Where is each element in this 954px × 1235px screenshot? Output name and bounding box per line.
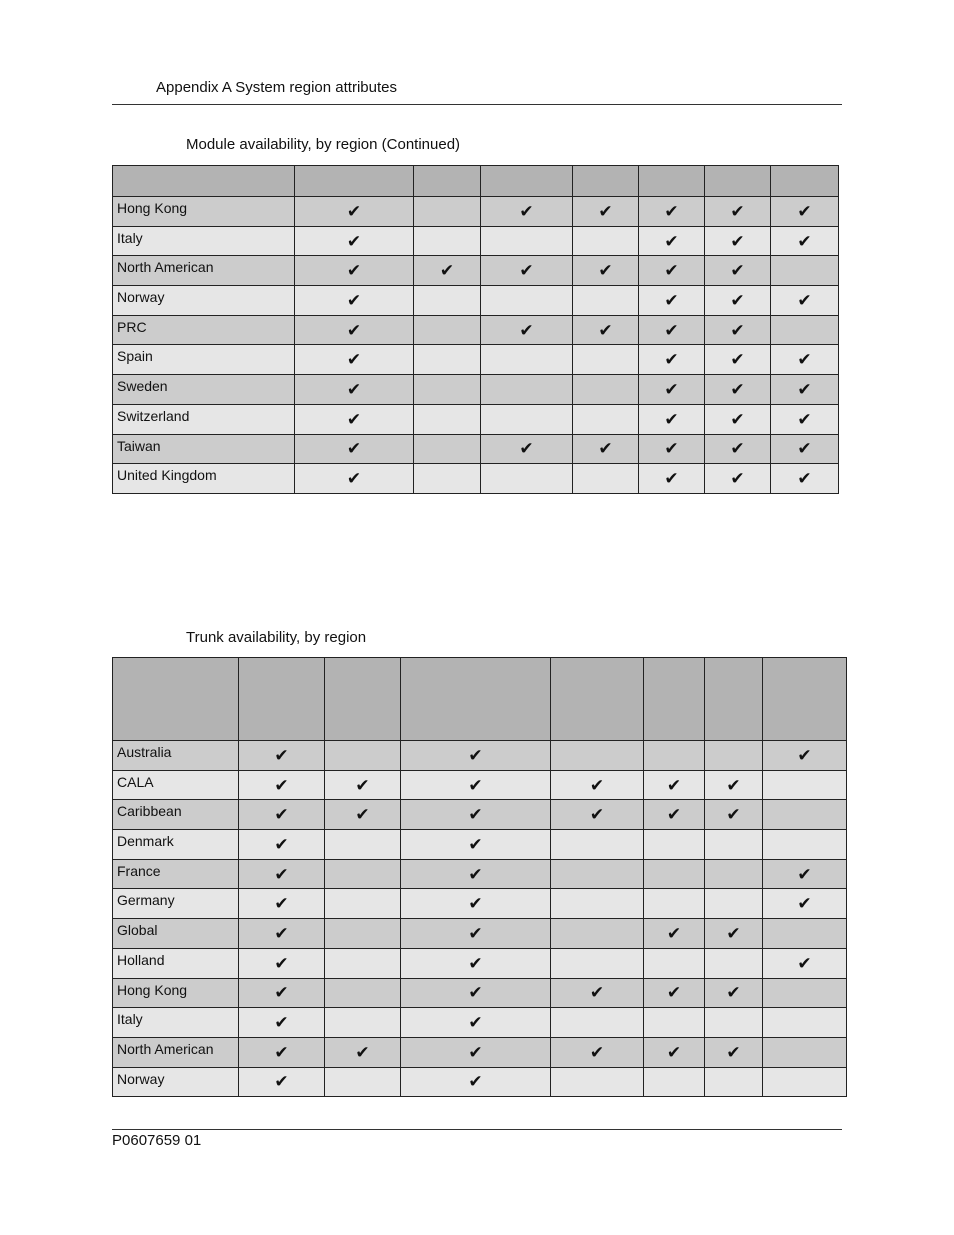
- checkmark-icon: ✔: [639, 226, 705, 256]
- table-row: [113, 830, 847, 860]
- empty-cell: [763, 919, 847, 949]
- page-header: Appendix A System region attributes: [156, 79, 397, 96]
- trunk-table-caption: Trunk availability, by region: [186, 629, 367, 646]
- table-row: [113, 315, 839, 345]
- checkmark-icon: ✔: [763, 859, 847, 889]
- checkmark-icon: ✔: [295, 404, 414, 434]
- checkmark-icon: ✔: [705, 800, 763, 830]
- checkmark-icon: ✔: [639, 464, 705, 494]
- module-table-caption: Module availability, by region (Continued): [186, 136, 461, 153]
- checkmark-icon: ✔: [295, 197, 414, 227]
- empty-cell: [573, 404, 639, 434]
- checkmark-icon: ✔: [639, 197, 705, 227]
- empty-cell: [481, 464, 573, 494]
- empty-cell: [644, 948, 705, 978]
- empty-cell: [705, 859, 763, 889]
- table-row: [113, 1008, 847, 1038]
- empty-cell: [644, 1067, 705, 1097]
- checkmark-icon: ✔: [481, 256, 573, 286]
- checkmark-icon: ✔: [705, 464, 771, 494]
- empty-cell: [573, 375, 639, 405]
- region-name: Sweden: [113, 375, 295, 405]
- checkmark-icon: ✔: [239, 770, 325, 800]
- empty-cell: [325, 741, 401, 771]
- header-cell: [325, 658, 401, 741]
- header-rule: [112, 104, 842, 105]
- region-name: Norway: [113, 1067, 239, 1097]
- table-row: [113, 286, 839, 316]
- header-cell: [295, 166, 414, 197]
- checkmark-icon: ✔: [551, 770, 644, 800]
- checkmark-icon: ✔: [644, 978, 705, 1008]
- empty-cell: [763, 1008, 847, 1038]
- checkmark-icon: ✔: [325, 770, 401, 800]
- empty-cell: [414, 404, 481, 434]
- empty-cell: [644, 1008, 705, 1038]
- checkmark-icon: ✔: [401, 859, 551, 889]
- empty-cell: [481, 404, 573, 434]
- checkmark-icon: ✔: [481, 434, 573, 464]
- checkmark-icon: ✔: [481, 197, 573, 227]
- empty-cell: [414, 197, 481, 227]
- empty-cell: [414, 315, 481, 345]
- checkmark-icon: ✔: [573, 315, 639, 345]
- checkmark-icon: ✔: [295, 315, 414, 345]
- checkmark-icon: ✔: [239, 948, 325, 978]
- empty-cell: [573, 464, 639, 494]
- checkmark-icon: ✔: [239, 1037, 325, 1067]
- module-table-header-row: [113, 166, 839, 197]
- header-cell: [639, 166, 705, 197]
- table-row: [113, 375, 839, 405]
- checkmark-icon: ✔: [771, 375, 839, 405]
- table-row: [113, 404, 839, 434]
- checkmark-icon: ✔: [705, 919, 763, 949]
- header-cell: [551, 658, 644, 741]
- table-row: [113, 226, 839, 256]
- empty-cell: [705, 830, 763, 860]
- checkmark-icon: ✔: [639, 404, 705, 434]
- empty-cell: [325, 859, 401, 889]
- region-name: Holland: [113, 948, 239, 978]
- checkmark-icon: ✔: [295, 464, 414, 494]
- checkmark-icon: ✔: [705, 345, 771, 375]
- checkmark-icon: ✔: [705, 375, 771, 405]
- checkmark-icon: ✔: [705, 1037, 763, 1067]
- checkmark-icon: ✔: [481, 315, 573, 345]
- region-name: PRC: [113, 315, 295, 345]
- empty-cell: [481, 286, 573, 316]
- region-name: Switzerland: [113, 404, 295, 434]
- trunk-table-header-row: [113, 658, 847, 741]
- checkmark-icon: ✔: [239, 919, 325, 949]
- checkmark-icon: ✔: [705, 978, 763, 1008]
- table-row: [113, 741, 847, 771]
- checkmark-icon: ✔: [325, 800, 401, 830]
- region-name: Hong Kong: [113, 197, 295, 227]
- checkmark-icon: ✔: [705, 434, 771, 464]
- checkmark-icon: ✔: [573, 434, 639, 464]
- checkmark-icon: ✔: [771, 286, 839, 316]
- checkmark-icon: ✔: [644, 919, 705, 949]
- empty-cell: [325, 978, 401, 1008]
- checkmark-icon: ✔: [763, 741, 847, 771]
- checkmark-icon: ✔: [239, 1067, 325, 1097]
- table-row: [113, 464, 839, 494]
- checkmark-icon: ✔: [573, 197, 639, 227]
- checkmark-icon: ✔: [239, 830, 325, 860]
- header-cell: [705, 658, 763, 741]
- table-row: [113, 800, 847, 830]
- empty-cell: [705, 948, 763, 978]
- region-name: Hong Kong: [113, 978, 239, 1008]
- table-row: [113, 256, 839, 286]
- empty-cell: [481, 226, 573, 256]
- region-name: Norway: [113, 286, 295, 316]
- empty-cell: [481, 345, 573, 375]
- trunk-availability-table: [112, 657, 847, 1097]
- empty-cell: [414, 464, 481, 494]
- empty-cell: [705, 1008, 763, 1038]
- checkmark-icon: ✔: [239, 800, 325, 830]
- checkmark-icon: ✔: [763, 889, 847, 919]
- region-name: CALA: [113, 770, 239, 800]
- checkmark-icon: ✔: [401, 1037, 551, 1067]
- empty-cell: [551, 741, 644, 771]
- empty-cell: [763, 1067, 847, 1097]
- checkmark-icon: ✔: [705, 197, 771, 227]
- checkmark-icon: ✔: [705, 226, 771, 256]
- table-row: [113, 1037, 847, 1067]
- table-row: [113, 770, 847, 800]
- empty-cell: [763, 830, 847, 860]
- checkmark-icon: ✔: [551, 1037, 644, 1067]
- empty-cell: [325, 1008, 401, 1038]
- page-footer: P0607659 01: [112, 1132, 202, 1149]
- checkmark-icon: ✔: [239, 889, 325, 919]
- checkmark-icon: ✔: [644, 770, 705, 800]
- module-table-body: [113, 197, 839, 494]
- region-name: North American: [113, 256, 295, 286]
- header-cell: [239, 658, 325, 741]
- table-row: [113, 434, 839, 464]
- checkmark-icon: ✔: [401, 800, 551, 830]
- checkmark-icon: ✔: [573, 256, 639, 286]
- header-cell: [771, 166, 839, 197]
- header-cell: [113, 166, 295, 197]
- checkmark-icon: ✔: [639, 315, 705, 345]
- checkmark-icon: ✔: [639, 286, 705, 316]
- empty-cell: [414, 286, 481, 316]
- checkmark-icon: ✔: [771, 197, 839, 227]
- checkmark-icon: ✔: [639, 256, 705, 286]
- region-name: United Kingdom: [113, 464, 295, 494]
- empty-cell: [644, 830, 705, 860]
- empty-cell: [325, 1067, 401, 1097]
- checkmark-icon: ✔: [325, 1037, 401, 1067]
- region-name: Australia: [113, 741, 239, 771]
- checkmark-icon: ✔: [401, 1008, 551, 1038]
- checkmark-icon: ✔: [295, 375, 414, 405]
- table-row: [113, 1067, 847, 1097]
- checkmark-icon: ✔: [705, 256, 771, 286]
- checkmark-icon: ✔: [401, 978, 551, 1008]
- checkmark-icon: ✔: [414, 256, 481, 286]
- empty-cell: [573, 286, 639, 316]
- checkmark-icon: ✔: [401, 889, 551, 919]
- checkmark-icon: ✔: [401, 919, 551, 949]
- checkmark-icon: ✔: [551, 800, 644, 830]
- region-name: Italy: [113, 1008, 239, 1038]
- checkmark-icon: ✔: [551, 978, 644, 1008]
- checkmark-icon: ✔: [295, 286, 414, 316]
- empty-cell: [551, 889, 644, 919]
- checkmark-icon: ✔: [295, 256, 414, 286]
- checkmark-icon: ✔: [639, 345, 705, 375]
- checkmark-icon: ✔: [771, 404, 839, 434]
- empty-cell: [414, 375, 481, 405]
- empty-cell: [763, 978, 847, 1008]
- checkmark-icon: ✔: [639, 434, 705, 464]
- table-row: [113, 859, 847, 889]
- empty-cell: [551, 919, 644, 949]
- checkmark-icon: ✔: [771, 345, 839, 375]
- checkmark-icon: ✔: [644, 1037, 705, 1067]
- empty-cell: [551, 1008, 644, 1038]
- region-name: Global: [113, 919, 239, 949]
- header-cell: [763, 658, 847, 741]
- region-name: Germany: [113, 889, 239, 919]
- region-name: Spain: [113, 345, 295, 375]
- checkmark-icon: ✔: [295, 226, 414, 256]
- empty-cell: [771, 315, 839, 345]
- checkmark-icon: ✔: [401, 948, 551, 978]
- checkmark-icon: ✔: [705, 404, 771, 434]
- checkmark-icon: ✔: [763, 948, 847, 978]
- table-row: [113, 919, 847, 949]
- trunk-table-body: [113, 741, 847, 1097]
- table-row: [113, 889, 847, 919]
- checkmark-icon: ✔: [771, 434, 839, 464]
- checkmark-icon: ✔: [295, 434, 414, 464]
- checkmark-icon: ✔: [401, 741, 551, 771]
- table-row: [113, 978, 847, 1008]
- region-name: France: [113, 859, 239, 889]
- empty-cell: [414, 226, 481, 256]
- checkmark-icon: ✔: [239, 859, 325, 889]
- checkmark-icon: ✔: [401, 830, 551, 860]
- checkmark-icon: ✔: [771, 226, 839, 256]
- module-availability-table: [112, 165, 839, 494]
- empty-cell: [414, 434, 481, 464]
- empty-cell: [551, 1067, 644, 1097]
- empty-cell: [325, 830, 401, 860]
- empty-cell: [644, 889, 705, 919]
- empty-cell: [481, 375, 573, 405]
- checkmark-icon: ✔: [639, 375, 705, 405]
- region-name: Denmark: [113, 830, 239, 860]
- empty-cell: [551, 830, 644, 860]
- empty-cell: [551, 859, 644, 889]
- region-name: Italy: [113, 226, 295, 256]
- checkmark-icon: ✔: [239, 741, 325, 771]
- table-row: [113, 345, 839, 375]
- empty-cell: [414, 345, 481, 375]
- checkmark-icon: ✔: [705, 315, 771, 345]
- empty-cell: [325, 889, 401, 919]
- checkmark-icon: ✔: [295, 345, 414, 375]
- checkmark-icon: ✔: [705, 286, 771, 316]
- region-name: Taiwan: [113, 434, 295, 464]
- empty-cell: [763, 1037, 847, 1067]
- checkmark-icon: ✔: [401, 770, 551, 800]
- empty-cell: [763, 770, 847, 800]
- checkmark-icon: ✔: [401, 1067, 551, 1097]
- empty-cell: [573, 345, 639, 375]
- empty-cell: [325, 919, 401, 949]
- empty-cell: [771, 256, 839, 286]
- header-cell: [481, 166, 573, 197]
- table-row: [113, 197, 839, 227]
- empty-cell: [644, 741, 705, 771]
- table-row: [113, 948, 847, 978]
- empty-cell: [705, 1067, 763, 1097]
- region-name: North American: [113, 1037, 239, 1067]
- footer-rule: [112, 1129, 842, 1130]
- empty-cell: [573, 226, 639, 256]
- empty-cell: [763, 800, 847, 830]
- checkmark-icon: ✔: [705, 770, 763, 800]
- header-cell: [401, 658, 551, 741]
- empty-cell: [551, 948, 644, 978]
- region-name: Caribbean: [113, 800, 239, 830]
- header-cell: [414, 166, 481, 197]
- checkmark-icon: ✔: [644, 800, 705, 830]
- checkmark-icon: ✔: [239, 978, 325, 1008]
- header-cell: [644, 658, 705, 741]
- header-cell: [705, 166, 771, 197]
- empty-cell: [325, 948, 401, 978]
- empty-cell: [705, 889, 763, 919]
- empty-cell: [644, 859, 705, 889]
- checkmark-icon: ✔: [771, 464, 839, 494]
- header-cell: [113, 658, 239, 741]
- empty-cell: [705, 741, 763, 771]
- checkmark-icon: ✔: [239, 1008, 325, 1038]
- header-cell: [573, 166, 639, 197]
